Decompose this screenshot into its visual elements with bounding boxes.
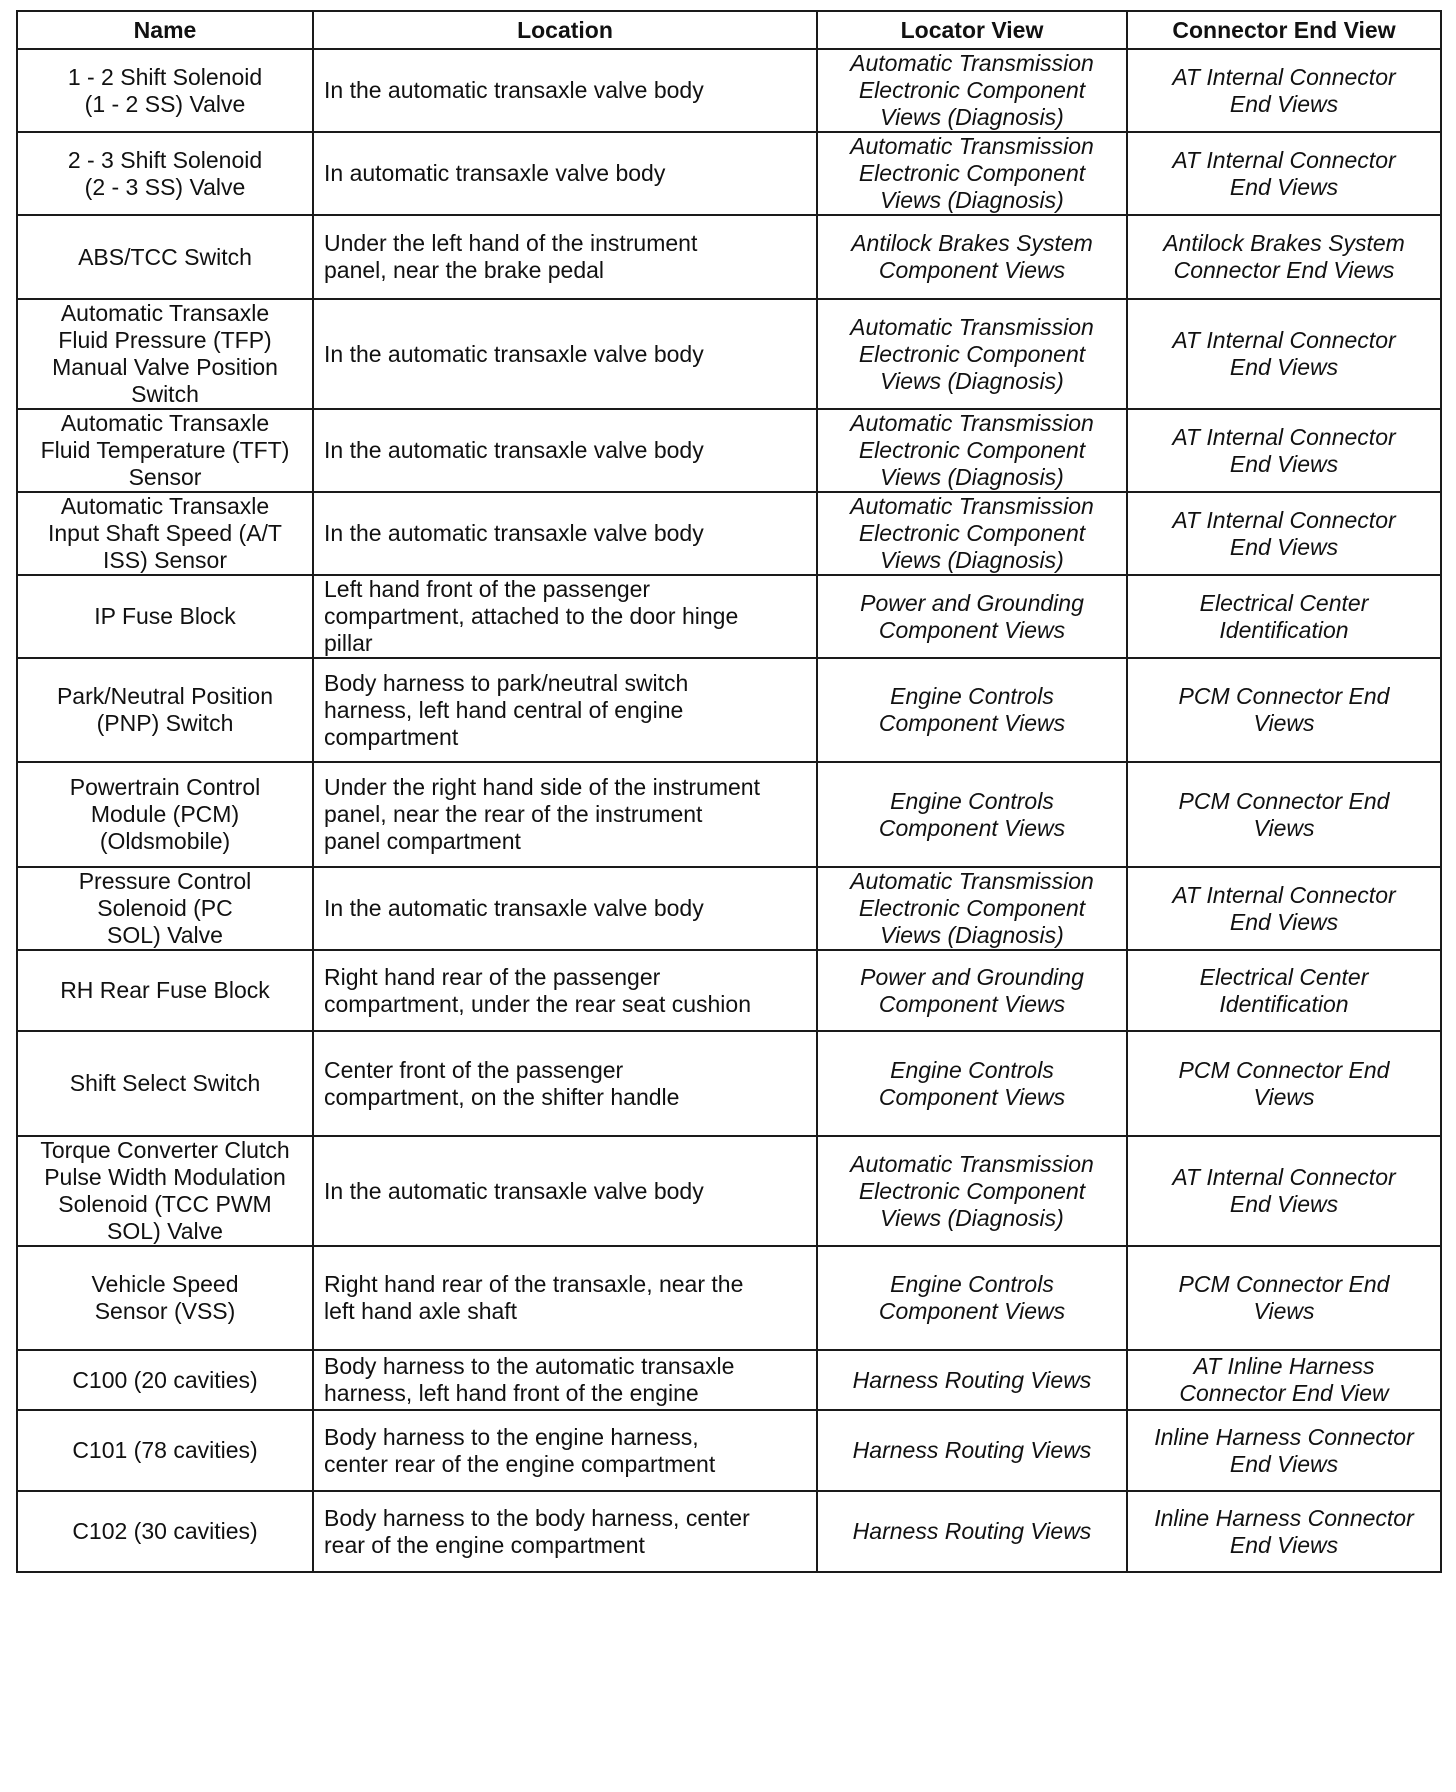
- cell-text-line: 1 - 2 Shift Solenoid: [67, 63, 263, 90]
- cell-text-line: panel, near the rear of the instrument: [324, 801, 703, 827]
- component-name-cell: [17, 1350, 313, 1410]
- component-name-cell: [17, 658, 313, 762]
- connector-end-view-cell: [1127, 950, 1441, 1031]
- location-cell: [313, 1136, 817, 1246]
- cell-text-line: ISS) Sensor: [103, 547, 227, 573]
- cell-text-line: Body harness to the engine harness,: [324, 1423, 699, 1450]
- cell-text-line: Pulse Width Modulation: [44, 1164, 286, 1190]
- table-row: [17, 762, 1441, 867]
- cell-text-line: compartment: [324, 723, 459, 750]
- cell-text-line: AT Internal Connector: [1172, 423, 1396, 450]
- table-row: [17, 49, 1441, 132]
- cell-text-line: center rear of the engine compartment: [324, 1450, 716, 1477]
- cell-text-line: End Views: [1229, 450, 1339, 477]
- table-row: [17, 950, 1441, 1031]
- cell-text-line: Electronic Component: [858, 895, 1086, 921]
- cell-text-line: Module (PCM): [90, 801, 240, 827]
- cell-text-line: RH Rear Fuse Block: [60, 977, 270, 1003]
- locator-view-cell: [817, 575, 1127, 658]
- cell-text-line: C101 (78 cavities): [72, 1437, 258, 1463]
- locator-view-cell: [817, 1031, 1127, 1136]
- cell-text-line: Body harness to the automatic transaxle: [324, 1353, 735, 1379]
- cell-text-line: Torque Converter Clutch: [40, 1137, 290, 1163]
- cell-text-line: Component Views: [878, 1298, 1066, 1324]
- cell-text-line: Automatic Transaxle: [60, 300, 270, 326]
- cell-text-line: AT Internal Connector: [1172, 1164, 1396, 1190]
- component-name-cell: [17, 299, 313, 409]
- cell-text-line: Electrical Center: [1199, 963, 1369, 990]
- header-row: [17, 11, 1441, 49]
- cell-text-line: Identification: [1219, 990, 1349, 1017]
- cell-text-line: Automatic Transmission: [850, 493, 1094, 519]
- cell-text-line: Automatic Transmission: [850, 868, 1094, 894]
- connector-end-view-cell: [1127, 1031, 1441, 1136]
- table-body: [17, 49, 1441, 1572]
- component-name-cell: [17, 1410, 313, 1491]
- location-cell: [313, 215, 817, 299]
- cell-text-line: Automatic Transaxle: [60, 410, 270, 436]
- table-row: [17, 1491, 1441, 1572]
- cell-text-line: Electronic Component: [858, 1177, 1086, 1204]
- locator-view-cell: [817, 1491, 1127, 1572]
- cell-text-line: left hand axle shaft: [324, 1298, 518, 1324]
- cell-text-line: Electronic Component: [858, 77, 1086, 103]
- connector-end-view-cell: [1127, 299, 1441, 409]
- cell-text-line: Electronic Component: [858, 340, 1086, 367]
- location-cell: [313, 658, 817, 762]
- table-row: [17, 1136, 1441, 1246]
- cell-text-line: Fluid Temperature (TFT): [40, 437, 290, 463]
- header-locator-view: Locator View: [817, 11, 1127, 49]
- component-name-cell: [17, 867, 313, 950]
- cell-text-line: Body harness to the body harness, center: [324, 1504, 750, 1531]
- connector-end-view-cell: [1127, 409, 1441, 492]
- cell-text-line: PCM Connector End: [1178, 787, 1390, 814]
- header-location: Location: [313, 11, 817, 49]
- location-cell: [313, 1031, 817, 1136]
- component-name-cell: [17, 1136, 313, 1246]
- table-row: [17, 132, 1441, 215]
- cell-text-line: Pressure Control: [78, 868, 252, 894]
- cell-text-line: Views (Diagnosis): [880, 104, 1064, 130]
- cell-text-line: End Views: [1229, 908, 1339, 935]
- cell-text-line: Automatic Transmission: [850, 133, 1094, 159]
- cell-text-line: Right hand rear of the passenger: [324, 963, 661, 990]
- connector-end-view-cell: [1127, 1136, 1441, 1246]
- table-row: [17, 409, 1441, 492]
- connector-end-view-cell: [1127, 215, 1441, 299]
- location-cell: [313, 575, 817, 658]
- location-cell: [313, 867, 817, 950]
- connector-end-view-cell: [1127, 1410, 1441, 1491]
- cell-text-line: AT Inline Harness: [1193, 1353, 1375, 1379]
- cell-text-line: C102 (30 cavities): [72, 1518, 258, 1544]
- cell-text-line: compartment, attached to the door hinge: [324, 603, 739, 629]
- location-cell: [313, 492, 817, 575]
- location-cell: [313, 762, 817, 867]
- locator-view-cell: [817, 658, 1127, 762]
- table-row: [17, 867, 1441, 950]
- locator-view-cell: [817, 867, 1127, 950]
- cell-text-line: AT Internal Connector: [1172, 506, 1396, 533]
- cell-text-line: ABS/TCC Switch: [78, 243, 252, 270]
- cell-text-line: Automatic Transmission: [850, 410, 1094, 436]
- locator-view-cell: [817, 299, 1127, 409]
- cell-text-line: Inline Harness Connector: [1154, 1423, 1414, 1450]
- table-row: [17, 1246, 1441, 1350]
- cell-text-line: In the automatic transaxle valve body: [324, 895, 704, 921]
- location-cell: [313, 132, 817, 215]
- cell-text-line: End Views: [1229, 1531, 1339, 1558]
- cell-text-line: harness, left hand central of engine: [324, 696, 684, 723]
- cell-text-line: Fluid Pressure (TFP): [58, 327, 272, 353]
- cell-text-line: Component Views: [878, 616, 1066, 643]
- cell-text-line: Electrical Center: [1199, 589, 1369, 616]
- cell-text-line: Left hand front of the passenger: [324, 576, 651, 602]
- cell-text-line: End Views: [1229, 1450, 1339, 1477]
- locator-view-cell: [817, 1350, 1127, 1410]
- cell-text-line: Views (Diagnosis): [880, 367, 1064, 394]
- cell-text-line: Harness Routing Views: [852, 1437, 1092, 1463]
- connector-end-view-cell: [1127, 492, 1441, 575]
- cell-text-line: Switch: [131, 381, 199, 407]
- cell-text-line: panel compartment: [324, 828, 521, 854]
- cell-text-line: Component Views: [878, 814, 1066, 841]
- connector-end-view-cell: [1127, 1491, 1441, 1572]
- table-row: [17, 1410, 1441, 1491]
- cell-text-line: End Views: [1229, 173, 1339, 200]
- locator-view-cell: [817, 1136, 1127, 1246]
- cell-text-line: Under the right hand side of the instrument: [324, 774, 760, 800]
- cell-text-line: Vehicle Speed: [91, 1271, 239, 1297]
- component-name-cell: [17, 762, 313, 867]
- cell-text-line: (PNP) Switch: [96, 710, 234, 736]
- cell-text-line: SOL) Valve: [107, 1218, 223, 1244]
- location-cell: [313, 1350, 817, 1410]
- location-cell: [313, 1246, 817, 1350]
- connector-end-view-cell: [1127, 867, 1441, 950]
- locator-view-cell: [817, 762, 1127, 867]
- cell-text-line: (2 - 3 SS) Valve: [84, 173, 246, 200]
- locator-view-cell: [817, 1410, 1127, 1491]
- cell-text-line: Harness Routing Views: [852, 1366, 1092, 1393]
- table-row: [17, 492, 1441, 575]
- component-name-cell: [17, 215, 313, 299]
- cell-text-line: Powertrain Control: [69, 774, 261, 800]
- cell-text-line: panel, near the brake pedal: [324, 257, 605, 283]
- cell-text-line: Electronic Component: [858, 160, 1086, 186]
- component-name-cell: [17, 950, 313, 1031]
- cell-text-line: IP Fuse Block: [94, 603, 236, 629]
- cell-text-line: Component Views: [878, 1083, 1066, 1110]
- cell-text-line: Manual Valve Position: [52, 354, 278, 380]
- cell-text-line: Engine Controls: [890, 787, 1054, 814]
- cell-text-line: Center front of the passenger: [324, 1056, 624, 1083]
- component-name-cell: [17, 49, 313, 132]
- location-cell: [313, 299, 817, 409]
- cell-text-line: End Views: [1229, 533, 1339, 560]
- header-name: Name: [17, 11, 313, 49]
- cell-text-line: pillar: [324, 630, 373, 656]
- cell-text-line: Solenoid (PC: [97, 895, 233, 921]
- table-row: [17, 1031, 1441, 1136]
- connector-end-view-cell: [1127, 762, 1441, 867]
- header-connector-end-view: Connector End View: [1127, 11, 1441, 49]
- cell-text-line: (1 - 2 SS) Valve: [84, 90, 246, 117]
- cell-text-line: End Views: [1229, 1191, 1339, 1217]
- cell-text-line: Views (Diagnosis): [880, 547, 1064, 573]
- cell-text-line: C100 (20 cavities): [72, 1366, 258, 1393]
- cell-text-line: Automatic Transmission: [850, 1150, 1094, 1177]
- cell-text-line: compartment, on the shifter handle: [324, 1083, 680, 1110]
- cell-text-line: Engine Controls: [890, 683, 1054, 709]
- connector-end-view-cell: [1127, 132, 1441, 215]
- cell-text-line: Views (Diagnosis): [880, 464, 1064, 490]
- cell-text-line: 2 - 3 Shift Solenoid: [67, 146, 263, 173]
- connector-end-view-cell: [1127, 575, 1441, 658]
- cell-text-line: Right hand rear of the transaxle, near the: [324, 1271, 744, 1297]
- cell-text-line: Connector End View: [1179, 1380, 1389, 1406]
- cell-text-line: Automatic Transmission: [850, 50, 1094, 76]
- cell-text-line: End Views: [1229, 90, 1339, 117]
- cell-text-line: PCM Connector End: [1178, 1056, 1390, 1083]
- location-cell: [313, 49, 817, 132]
- cell-text-line: Sensor (VSS): [94, 1298, 236, 1324]
- cell-text-line: PCM Connector End: [1178, 683, 1390, 709]
- cell-text-line: AT Internal Connector: [1172, 146, 1396, 173]
- cell-text-line: In automatic transaxle valve body: [324, 160, 666, 186]
- cell-text-line: Inline Harness Connector: [1154, 1504, 1414, 1531]
- cell-text-line: Park/Neutral Position: [56, 683, 274, 709]
- cell-text-line: Views: [1253, 814, 1315, 841]
- cell-text-line: Connector End Views: [1173, 257, 1395, 283]
- cell-text-line: compartment, under the rear seat cushion: [324, 990, 752, 1017]
- cell-text-line: AT Internal Connector: [1172, 881, 1396, 908]
- cell-text-line: Antilock Brakes System: [851, 230, 1093, 256]
- cell-text-line: Engine Controls: [890, 1271, 1054, 1297]
- component-name-cell: [17, 492, 313, 575]
- locator-view-cell: [817, 409, 1127, 492]
- location-cell: [313, 1491, 817, 1572]
- cell-text-line: In the automatic transaxle valve body: [324, 437, 704, 463]
- cell-text-line: Power and Grounding: [860, 589, 1084, 616]
- cell-text-line: In the automatic transaxle valve body: [324, 77, 704, 103]
- cell-text-line: Views: [1253, 710, 1315, 736]
- cell-text-line: Electronic Component: [858, 520, 1086, 546]
- cell-text-line: AT Internal Connector: [1172, 63, 1396, 90]
- cell-text-line: Views: [1253, 1083, 1315, 1110]
- cell-text-line: In the automatic transaxle valve body: [324, 520, 704, 546]
- component-location-table: [16, 10, 1442, 1573]
- connector-end-view-cell: [1127, 49, 1441, 132]
- cell-text-line: harness, left hand front of the engine: [324, 1380, 699, 1406]
- cell-text-line: Component Views: [878, 257, 1066, 283]
- connector-end-view-cell: [1127, 1246, 1441, 1350]
- cell-text-line: Views (Diagnosis): [880, 1204, 1064, 1231]
- cell-text-line: AT Internal Connector: [1172, 327, 1396, 353]
- component-name-cell: [17, 1246, 313, 1350]
- cell-text-line: Sensor: [128, 464, 202, 490]
- cell-text-line: Input Shaft Speed (A/T: [48, 520, 282, 546]
- cell-text-line: Automatic Transmission: [850, 313, 1094, 340]
- cell-text-line: Body harness to park/neutral switch: [324, 669, 689, 696]
- cell-text-line: Views (Diagnosis): [880, 187, 1064, 213]
- cell-text-line: In the automatic transaxle valve body: [324, 1177, 704, 1204]
- locator-view-cell: [817, 950, 1127, 1031]
- location-cell: [313, 950, 817, 1031]
- cell-text-line: Automatic Transaxle: [60, 493, 270, 519]
- locator-view-cell: [817, 1246, 1127, 1350]
- component-name-cell: [17, 409, 313, 492]
- cell-text-line: (Oldsmobile): [99, 828, 231, 854]
- table-row: [17, 299, 1441, 409]
- location-cell: [313, 409, 817, 492]
- component-name-cell: [17, 575, 313, 658]
- locator-view-cell: [817, 492, 1127, 575]
- cell-text-line: Harness Routing Views: [852, 1518, 1092, 1544]
- locator-view-cell: [817, 49, 1127, 132]
- cell-text-line: In the automatic transaxle valve body: [324, 340, 704, 367]
- cell-text-line: End Views: [1229, 354, 1339, 380]
- cell-text-line: Component Views: [878, 990, 1066, 1017]
- cell-text-line: rear of the engine compartment: [324, 1531, 645, 1558]
- table-row: [17, 215, 1441, 299]
- cell-text-line: Identification: [1219, 616, 1349, 643]
- cell-text-line: Views: [1253, 1298, 1315, 1324]
- cell-text-line: Power and Grounding: [860, 963, 1084, 990]
- cell-text-line: PCM Connector End: [1178, 1271, 1390, 1297]
- component-name-cell: [17, 1031, 313, 1136]
- cell-text-line: Electronic Component: [858, 437, 1086, 463]
- cell-text-line: Engine Controls: [890, 1056, 1054, 1083]
- location-cell: [313, 1410, 817, 1491]
- cell-text-line: Antilock Brakes System: [1163, 230, 1405, 256]
- component-name-cell: [17, 1491, 313, 1572]
- locator-view-cell: [817, 132, 1127, 215]
- component-name-cell: [17, 132, 313, 215]
- table-row: [17, 575, 1441, 658]
- cell-text-line: Component Views: [878, 710, 1066, 736]
- cell-text-line: Views (Diagnosis): [880, 922, 1064, 948]
- table-row: [17, 1350, 1441, 1410]
- cell-text-line: Under the left hand of the instrument: [324, 230, 698, 256]
- locator-view-cell: [817, 215, 1127, 299]
- connector-end-view-cell: [1127, 658, 1441, 762]
- connector-end-view-cell: [1127, 1350, 1441, 1410]
- cell-text-line: SOL) Valve: [107, 922, 223, 948]
- cell-text-line: Shift Select Switch: [69, 1070, 261, 1096]
- cell-text-line: Solenoid (TCC PWM: [58, 1191, 272, 1217]
- table-row: [17, 658, 1441, 762]
